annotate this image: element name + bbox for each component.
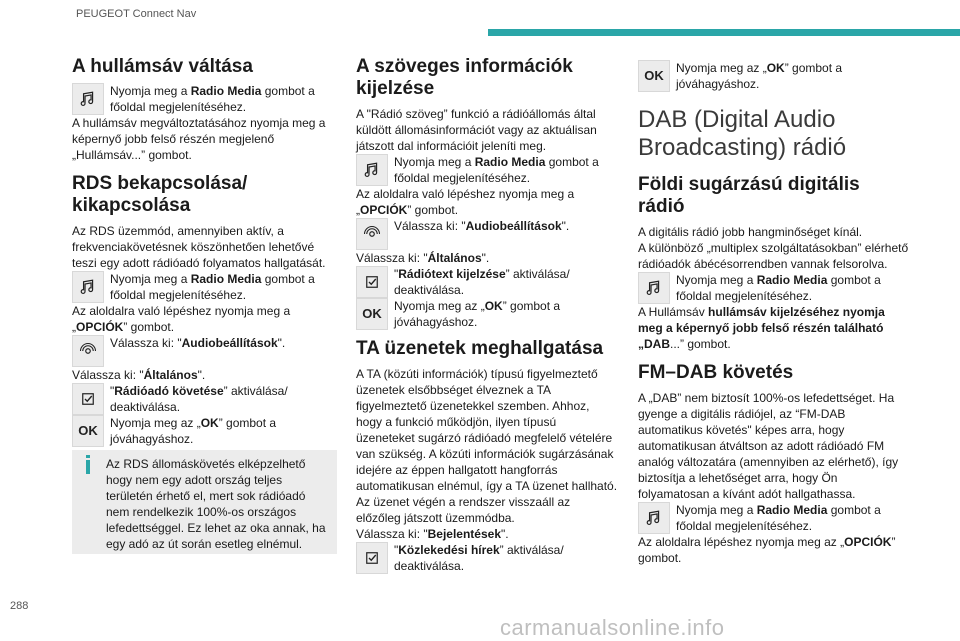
music-note-icon: [356, 154, 388, 186]
step-ta-traffic-news: "Közlekedési hírek” aktiválása/ deaktiválása.: [356, 542, 618, 574]
step-text-ok: OK Nyomja meg az „OK” gombot a jóváhagyáshoz.: [356, 298, 618, 330]
step-rds-ok: OK Nyomja meg az „OK” gombot a jóváhagyáshoz.: [72, 415, 340, 447]
audio-settings-icon: [356, 218, 388, 250]
checkbox-icon: [356, 542, 388, 574]
heading-text-info: A szöveges információk kijelzése: [356, 56, 573, 99]
checkbox-icon: [356, 266, 388, 298]
step-fm-radio-media: Nyomja meg a Radio Media gombot a főoldal megjelenítéséhez.: [638, 502, 910, 534]
info-text: Az RDS állomáskövetés elképzelhető hogy nem egy adott ország teljes területén érhető el, mert sok rádióadó nem rendelkezik 100%-os országos lefedettséggel. Ez lehet az oka annak, ha egy adó az út során esetleg elnémul.: [106, 457, 326, 551]
music-note-icon: [72, 271, 104, 303]
rds-intro: Az RDS üzemmód, amennyiben aktív, a frekvenciakövetésnek köszönhetően lehetővé teszi egy adott rádióadó folyamatos hallgatását.: [72, 224, 326, 270]
column-2: [356, 56, 618, 574]
info-icon: [86, 455, 90, 458]
text-intro: A "Rádió szöveg” funkció a rádióállomás által küldött állomásinformációt vagy az aktuálisan játszott dal információit jeleníti meg.: [356, 107, 597, 153]
text-general-text: Válassza ki: "Általános".: [356, 251, 490, 265]
heading-rds: RDS bekapcsolása/ kikapcsolása: [72, 173, 248, 216]
heading-terrestrial: Földi sugárzású digitális rádió: [638, 174, 860, 217]
heading-ta: TA üzenetek meghallgatása: [356, 338, 604, 359]
column-3: [638, 60, 910, 566]
running-header: PEUGEOT Connect Nav: [76, 8, 197, 20]
step-top-ok: OK Nyomja meg az „OK” gombot a jóváhagyáshoz.: [638, 60, 910, 92]
heading-dab: DAB (Digital Audio Broadcasting) rádió: [638, 106, 847, 161]
step-rds-radio-media: Nyomja meg a Radio Media gombot a főoldal megjelenítéséhez.: [72, 271, 340, 303]
watermark-url: carmanualsonline.info: [500, 615, 725, 640]
page-number: 288: [10, 600, 29, 612]
terr-p3: A Hullámsáv hullámsáv kijelzéséhez nyomja meg a képernyő jobb felső részén található „DAB...” gombot.: [638, 305, 885, 351]
ta-paragraph: A TA (közúti információk) típusú figyelmeztető üzenetek elsőbbséget élveznek a TA figyelmeztető üzenetekkel szemben. Ahhoz, hogy a funkció működjön, ilyen típusú üzeneteket sugárzó rádióadó megfelelő vételére van szükség. A közúti információk sugárzásának idejére az éppen hallgatott hangforrás automatikusan elnémul, így a TA üzenet hallható. Az üzenet végén a rendszer visszaáll az előzőleg játszott üzemmódba.: [356, 367, 618, 525]
step-text-radiotext: "Rádiótext kijelzése” aktiválása/ deaktiválása.: [356, 266, 618, 298]
step-band-radio-media: Nyomja meg a Radio Media gombot a főoldal megjelenítéséhez.: [72, 83, 340, 115]
header-accent-bar: [488, 29, 960, 36]
checkbox-icon: [72, 383, 104, 415]
step-rds-station-follow: "Rádióadó követése” aktiválása/ deaktiválása.: [72, 383, 340, 415]
ok-icon: OK: [72, 415, 104, 447]
music-note-icon: [638, 502, 670, 534]
step-text-radio-media: Nyomja meg a Radio Media gombot a főoldal megjelenítéséhez.: [356, 154, 618, 186]
ta-announcements-text: Válassza ki: "Bejelentések".: [356, 527, 509, 541]
step-text-audio-settings: Válassza ki: "Audiobeállítások".: [356, 218, 618, 250]
fm-options-text: Az aloldalra lépéshez nyomja meg az „OPCIÓK” gombot.: [638, 535, 896, 565]
terr-p1: A digitális rádió jobb hangminőséget kínál.: [638, 225, 863, 239]
column-1: [72, 56, 340, 447]
ok-icon: OK: [638, 60, 670, 92]
music-note-icon: [72, 83, 104, 115]
rds-options-text: Az aloldalra való lépéshez nyomja meg a „OPCIÓK” gombot.: [72, 304, 291, 334]
step-rds-audio-settings: Válassza ki: "Audiobeállítások".: [72, 335, 340, 367]
terr-p2: A különböző „multiplex szolgáltatásokban” elérhető rádióadók ábécésorrendben vannak felsorolva.: [638, 241, 909, 271]
text-options-text: Az aloldalra való lépéshez nyomja meg a „OPCIÓK” gombot.: [356, 187, 575, 217]
info-box: [72, 450, 337, 554]
audio-settings-icon: [72, 335, 104, 367]
heading-band: A hullámsáv váltása: [72, 56, 253, 77]
rds-general-text: Válassza ki: "Általános".: [72, 368, 206, 382]
band-paragraph: A hullámsáv megváltoztatásához nyomja meg a képernyő jobb felső részén megjelenő „Hullámsáv...” gombot.: [72, 116, 326, 162]
heading-fm-dab: FM–DAB követés: [638, 362, 794, 383]
step-terr-radio-media: Nyomja meg a Radio Media gombot a főoldal megjelenítéséhez.: [638, 272, 910, 304]
ok-icon: OK: [356, 298, 388, 330]
fm-paragraph: A „DAB” nem biztosít 100%-os lefedettséget. Ha gyenge a digitális rádiójel, az “FM-DAB automatikus követés" képes arra, hogy automatikusan átváltson az adott rádióadó FM analóg változatára (amennyiben az elérhető), így biztosítja a lehetőséget arra, hogy Ön folyamatosan a kívánt adót hallgathassa.: [638, 391, 899, 501]
music-note-icon: [638, 272, 670, 304]
